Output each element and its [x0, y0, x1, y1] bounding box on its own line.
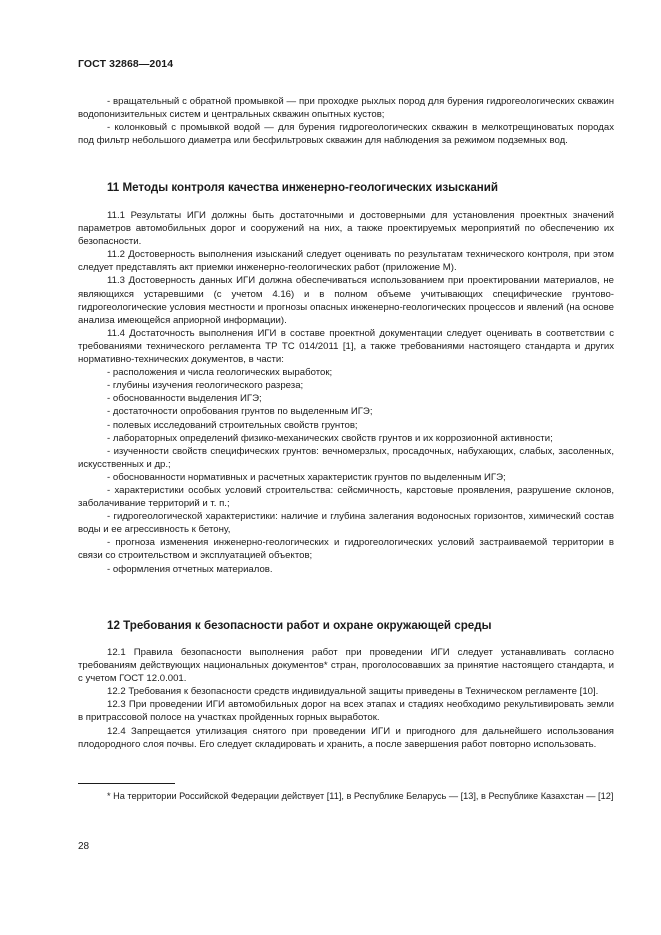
list-item: - прогноза изменения инженерно-геологических и гидрогеологических условий застраиваемой территории в связи со строительством и эксплуатацией объектов; [78, 537, 614, 562]
paragraph-11-3: 11.3 Достоверность данных ИГИ должна обеспечиваться использованием при проектировании материалов, не являющихся устаревшими (с учетом 4.16) и в полном объеме учитывающих специфические грунтово-гидрогеологические условия местности и прогнозы опасных инженерно-геологических процессов и явлений (на основе анализа имеющейся априорной информации). [78, 275, 614, 326]
paragraph-11-1: 11.1 Результаты ИГИ должны быть достаточными и достоверными для установления проектных значений параметров автомобильных дорог и сооружений на них, а также проектируемых мероприятий по обеспечению их безопасности. [78, 210, 614, 248]
footnote-divider [78, 783, 175, 784]
list-item: - характеристики особых условий строительства: сейсмичность, карстовые проявления, разрушение склонов, заболачивание территорий и т. п.; [78, 484, 614, 510]
list-item: - изученности свойств специфических грунтов: вечномерзлых, просадочных, набухающих, слабых, засоленных, искусственных и др.; [78, 445, 614, 470]
list-item: - колонковый с промывкой водой — для бурения гидрогеологических скважин в мелкотрещиноватых породах под фильтр небольшого диаметра или бесфильтровых скважин для наблюдения за режимом подземных вод. [78, 122, 614, 147]
list-item: - обоснованности выделения ИГЭ; [107, 393, 262, 405]
footnote [78, 790, 614, 802]
footnote-text: * На территории Российской Федерации действует [11], в Республике Беларусь — [13], в Республике Казахстан — [12] [107, 791, 614, 801]
list-item: - полевых исследований строительных свойств грунтов; [107, 419, 358, 431]
list-item: - оформления отчетных материалов. [107, 563, 273, 575]
list-item: - расположения и числа геологических выработок; [107, 367, 333, 379]
list-item: - лабораторных определений физико-механических свойств грунтов и их коррозионной активности; [107, 432, 553, 444]
section-11-heading: 11 Методы контроля качества инженерно-геологических изысканий [107, 181, 499, 194]
paragraph-12-3: 12.3 При проведении ИГИ автомобильных дорог на всех этапах и стадиях необходимо рекультивировать земли в притрассовой полосе на участках пройденных горных выработок. [78, 699, 614, 724]
section-12-heading: 12 Требования к безопасности работ и охране окружающей среды [107, 619, 492, 632]
section-11-body [78, 209, 614, 576]
paragraph-12-4: 12.4 Запрещается утилизация снятого при проведении ИГИ и пригодного для дальнейшего использования плодородного слоя почвы. Его следует складировать и хранить, а после завершения работ повторно использовать. [78, 725, 614, 750]
list-item: - вращательный с обратной промывкой — при проходке рыхлых пород для бурения гидрогеологических скважин водопонизительных систем и центральных скважин опытных кустов; [78, 96, 614, 121]
document-header: ГОСТ 32868—2014 [78, 58, 174, 70]
page-number: 28 [78, 841, 90, 852]
paragraph-12-1: 12.1 Правила безопасности выполнения работ при проведении ИГИ следует устанавливать согласно требованиям действующих национальных документов* стран, проголосовавших за принятие настоящего стандарта, и с учетом ГОСТ 12.0.001. [78, 647, 614, 685]
section-12-body [78, 646, 614, 751]
list-item: - глубины изучения геологического разреза; [107, 380, 304, 392]
list-item: - гидрогеологической характеристики: наличие и глубина залегания водоносных горизонтов, химический состав воды и ее агрессивность к бетону, [78, 511, 614, 536]
intro-list [78, 95, 614, 147]
paragraph-12-2: 12.2 Требования к безопасности средств индивидуальной защиты приведены в Техническом регламенте [10]. [107, 686, 599, 698]
list-item: - достаточности опробования грунтов по выделенным ИГЭ; [107, 406, 373, 418]
paragraph-11-4: 11.4 Достаточность выполнения ИГИ в составе проектной документации следует оценивать в соответствии с требованиями технического регламента ТР ТС 014/2011 [1], а также требованиями настоящего стандарта и других нормативно-технических документов, в части: [78, 327, 614, 366]
paragraph-11-2: 11.2 Достоверность выполнения изысканий следует оценивать по результатам технического контроля, при этом следует представлять акт приемки инженерно-геологических работ (приложение М). [78, 249, 614, 274]
list-item: - обоснованности нормативных и расчетных характеристик грунтов по выделенным ИГЭ; [107, 471, 506, 483]
